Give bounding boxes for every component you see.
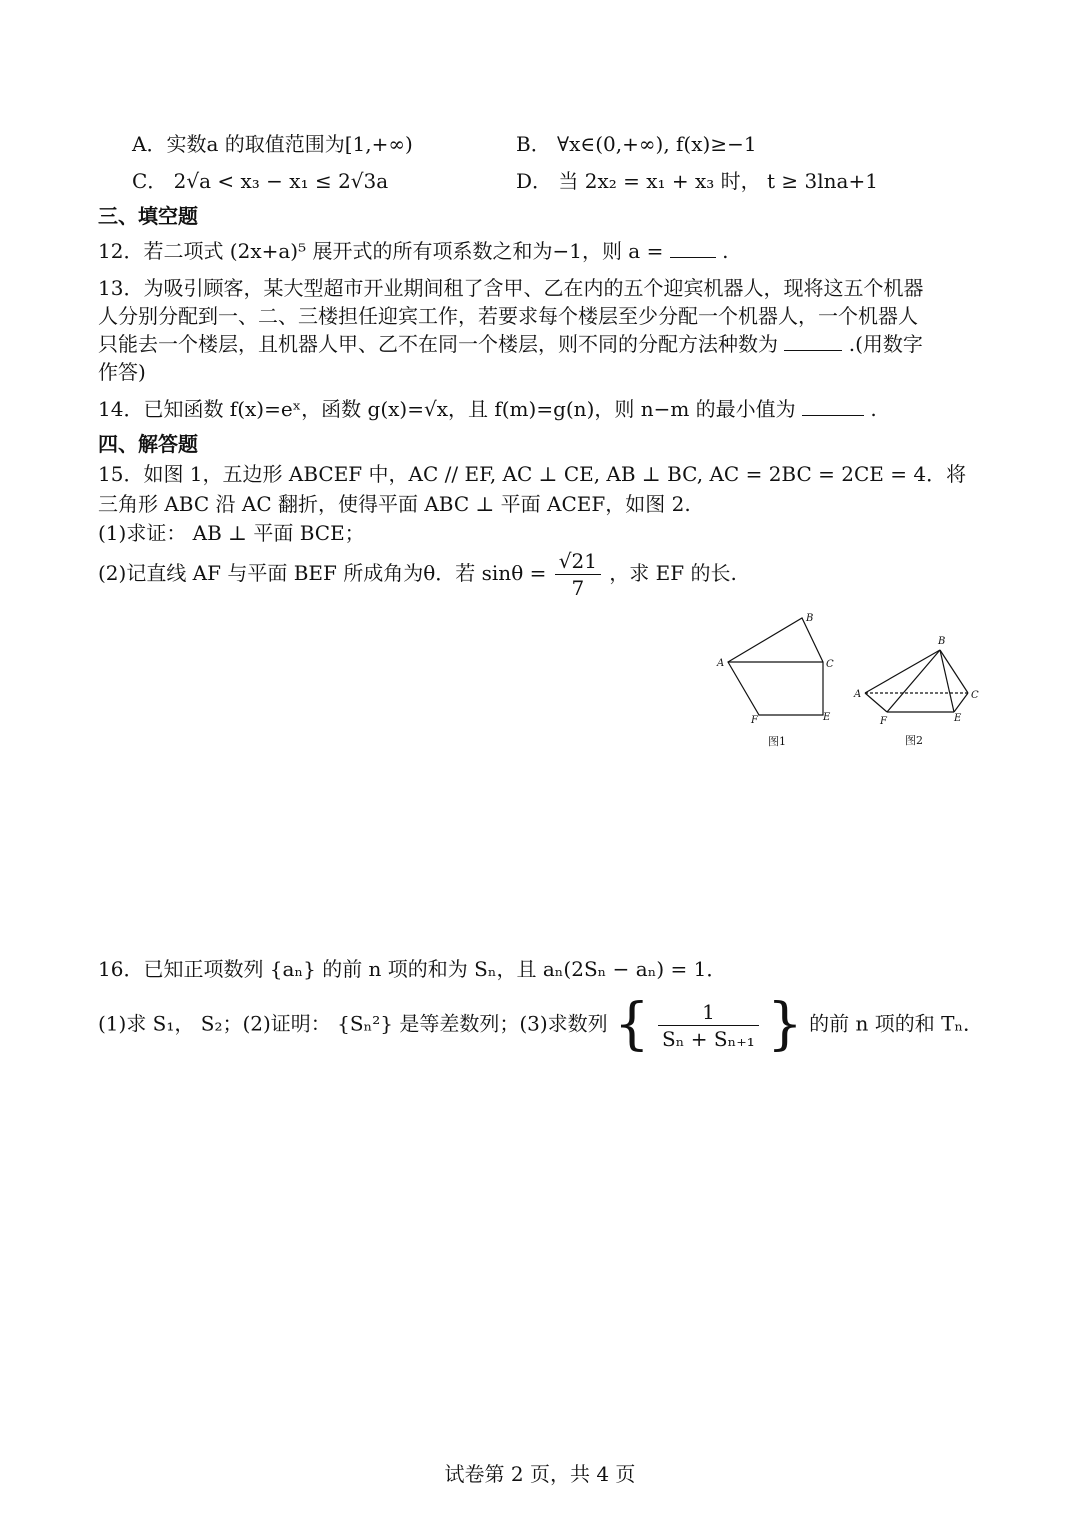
option-b: B． ∀x∈(0,+∞), f(x)≥−1 bbox=[516, 132, 757, 156]
fraction-numerator: √21 bbox=[555, 548, 601, 575]
question-13-line-3 bbox=[98, 330, 923, 358]
fig1-label-c: C bbox=[826, 659, 834, 670]
option-c: C． 2√a < x₃ − x₁ ≤ 2√3a bbox=[132, 169, 389, 193]
answer-blank-13 bbox=[784, 332, 842, 351]
answer-blank-14 bbox=[802, 397, 864, 416]
question-14-text: 14．已知函数 f(x)=eˣ，函数 g(x)=√x，且 f(m)=g(n)，则 n−m 的最小值为 bbox=[98, 397, 796, 421]
sequence-brace-left: { bbox=[614, 992, 650, 1057]
figure-2-folded-solid bbox=[850, 630, 985, 755]
question-15-part-2-text: (2)记直线 AF 与平面 BEF 所成角为θ．若 sinθ = bbox=[98, 561, 547, 585]
segment-bc bbox=[940, 650, 968, 693]
fig2-label-a: A bbox=[854, 689, 862, 700]
section-fill-in-title: 三、填空题 bbox=[98, 204, 198, 228]
question-16-line-1: 16．已知正项数列 {aₙ} 的前 n 项的和为 Sₙ，且 aₙ(2Sₙ − aₙ) = 1． bbox=[98, 957, 727, 981]
fig2-label-b: B bbox=[938, 636, 946, 647]
segment-bf bbox=[887, 650, 940, 712]
question-13-line-2: 人分别分配到一、二、三楼担任迎宾工作，若要求每个楼层至少分配一个机器人，一个机器人 bbox=[98, 304, 918, 328]
sin-theta-fraction bbox=[555, 548, 601, 601]
fig1-label-a: A bbox=[717, 658, 725, 669]
segment-af bbox=[865, 693, 887, 712]
fig1-label-b: B bbox=[806, 613, 814, 624]
segment-ba bbox=[865, 650, 940, 693]
segment-ec bbox=[954, 693, 968, 712]
question-13-line-1: 13．为吸引顾客，某大型超市开业期间租了含甲、乙在内的五个迎宾机器人，现将这五个机器 bbox=[98, 276, 924, 300]
figure-1-caption: 图1 bbox=[768, 735, 786, 748]
sequence-fraction bbox=[658, 999, 759, 1052]
segment-be bbox=[940, 650, 954, 712]
question-15-part-1: (1)求证： AB ⊥ 平面 BCE； bbox=[98, 521, 365, 545]
question-12 bbox=[98, 237, 728, 265]
option-a: A．实数a 的取值范围为[1,+∞) bbox=[132, 132, 413, 156]
figure-1-pentagon bbox=[705, 605, 845, 755]
fraction-denominator: 7 bbox=[571, 576, 585, 600]
page-footer: 试卷第 2 页，共 4 页 bbox=[444, 1462, 636, 1486]
fig1-label-e: E bbox=[823, 712, 831, 723]
question-12-text: 12．若二项式 (2x+a)⁵ 展开式的所有项系数之和为−1，则 a = bbox=[98, 239, 664, 263]
figure-2-caption: 图2 bbox=[905, 734, 923, 747]
fig1-label-f: F bbox=[751, 715, 758, 726]
question-13-line-3-text: 只能去一个楼层，且机器人甲、乙不在同一个楼层，则不同的分配方法种数为 bbox=[98, 332, 778, 356]
question-13-line-4: 作答) bbox=[98, 360, 146, 384]
question-16-parts-text: (1)求 S₁， S₂；(2)证明： {Sₙ²} 是等差数列；(3)求数列 bbox=[98, 1011, 608, 1036]
fig2-label-e: E bbox=[954, 713, 962, 724]
sequence-brace-right: } bbox=[767, 992, 803, 1057]
question-15-line-1: 15．如图 1，五边形 ABCEF 中，AC // EF, AC ⊥ CE, AB ⊥ BC, AC = 2BC = 2CE = 4．将 bbox=[98, 462, 967, 486]
question-16-end: 的前 n 项的和 Tₙ． bbox=[809, 1011, 984, 1036]
sequence-fraction-denominator: Sₙ + Sₙ₊₁ bbox=[662, 1026, 755, 1051]
section-answer-title: 四、解答题 bbox=[98, 432, 198, 456]
answer-blank-12 bbox=[670, 239, 716, 258]
question-14 bbox=[98, 395, 877, 423]
question-15-part-2-end: ，求 EF 的长. bbox=[609, 561, 737, 585]
question-15-part-2 bbox=[98, 548, 737, 601]
question-14-end: . bbox=[870, 397, 877, 421]
question-12-end: . bbox=[722, 239, 729, 263]
question-13-line-3-end: .(用数字 bbox=[848, 332, 923, 356]
fig2-label-f: F bbox=[880, 716, 887, 727]
question-15-line-2: 三角形 ABC 沿 AC 翻折，使得平面 ABC ⊥ 平面 ACEF，如图 2. bbox=[98, 492, 691, 516]
fig2-label-c: C bbox=[971, 690, 979, 701]
sequence-fraction-numerator: 1 bbox=[658, 999, 759, 1026]
option-d: D． 当 2x₂ = x₁ + x₃ 时， t ≥ 3lna+1 bbox=[516, 169, 878, 193]
question-16-line-2 bbox=[98, 992, 984, 1057]
pentagon-outline bbox=[728, 618, 823, 715]
